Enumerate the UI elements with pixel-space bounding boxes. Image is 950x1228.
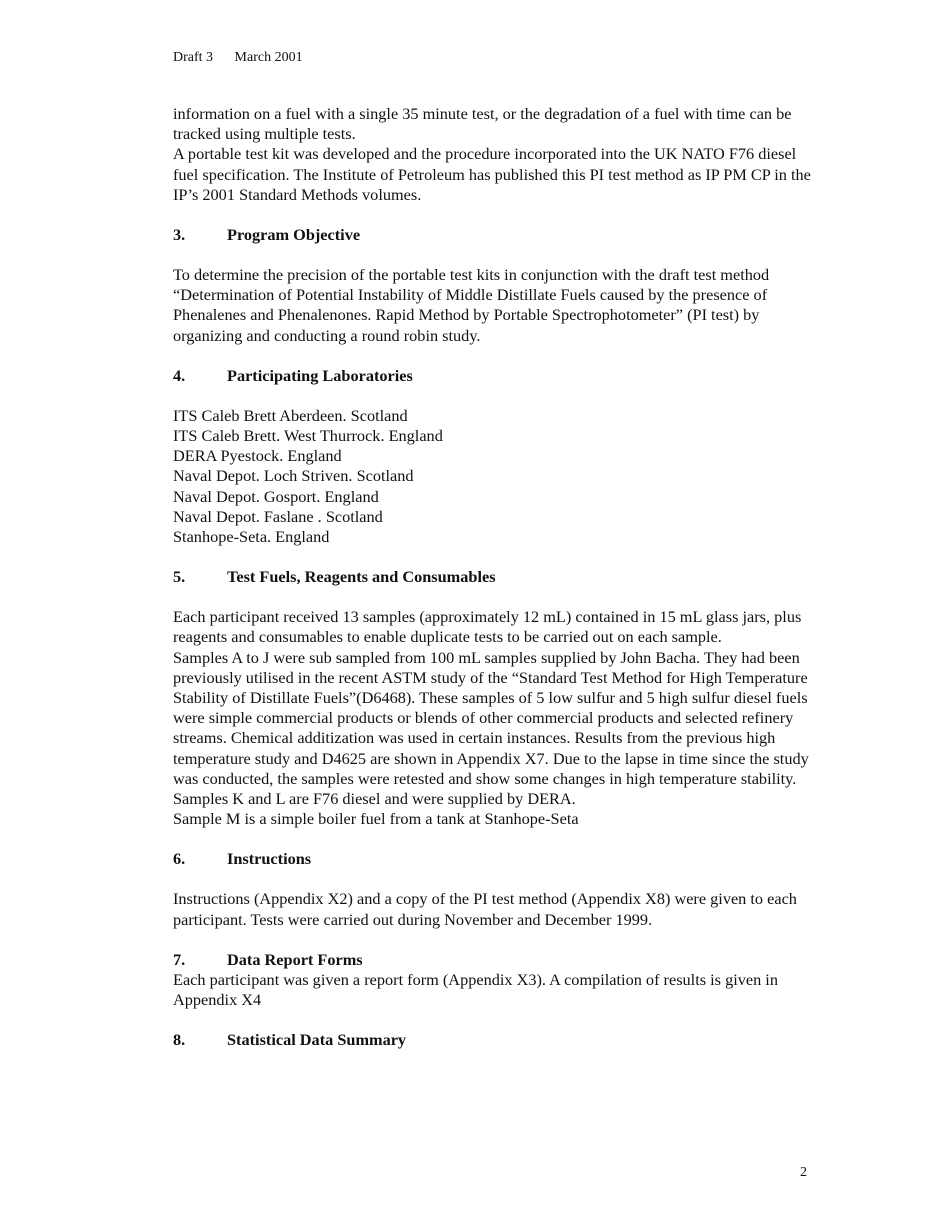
list-item: DERA Pyestock. England: [173, 446, 342, 466]
section-number: 7.: [173, 949, 186, 969]
section-heading-5: [173, 567, 813, 587]
laboratory-list: [173, 406, 813, 547]
section-title: Program Objective: [227, 225, 361, 245]
header-date: March 2001: [234, 50, 303, 65]
list-item: Naval Depot. Faslane . Scotland: [173, 506, 383, 526]
program-objective-text: To determine the precision of the portable test kits in conjunction with the draft test method “Determination of Potential Instability of Middle Distillate Fuels caused by the presence of Phenalenes and Phenalenones. Rapid Method by Portable Spectrophotometer” (PI test) by organizing and conducting a round robin study.: [173, 265, 770, 345]
list-item: Naval Depot. Loch Striven. Scotland: [173, 466, 414, 486]
test-fuels-paragraph-1: Each participant received 13 samples (approximately 12 mL) contained in 15 mL glass jars, plus reagents and consumables to enable duplicate tests to be carried out on each sample.: [173, 607, 802, 647]
intro-paragraph-2: A portable test kit was developed and the procedure incorporated into the UK NATO F76 diesel fuel specification. The Institute of Petroleum has published this PI test method as IP PM CP in the IP’s 2001 Standard Methods volumes.: [173, 144, 811, 204]
section-title: Participating Laboratories: [227, 365, 413, 385]
report-forms-text: Each participant was given a report form (Appendix X3). A compilation of results is given in Appendix X4: [173, 969, 778, 1010]
section-title: Statistical Data Summary: [227, 1030, 407, 1050]
draft-label: Draft 3: [173, 50, 214, 65]
instructions-text: Instructions (Appendix X2) and a copy of the PI test method (Appendix X8) were given to each participant. Tests were carried out during November and December 1999.: [173, 889, 797, 929]
section-title: Instructions: [227, 849, 312, 869]
section-number: 8.: [173, 1030, 186, 1050]
intro-paragraph-1: information on a fuel with a single 35 minute test, or the degradation of a fuel with time can be tracked using multiple tests.: [173, 104, 792, 144]
section-number: 4.: [173, 365, 186, 385]
test-fuels-paragraph-2: Samples A to J were sub sampled from 100 mL samples supplied by John Bacha. They had been previously utilised in the recent ASTM study of the “Standard Test Method for High Temperature Stability of Distillate Fuels”(D6468). These samples of 5 low sulfur and 5 high sulfur diesel fuels were simple commercial products or blends of other commercial products and selected refinery streams. Chemical additization was used in certain instances. Results from the previous high temperature study and D4625 are shown in Appendix X7. Due to the lapse in time since the study was conducted, the samples were retested and show some changes in high temperature stability.: [173, 647, 809, 788]
test-fuels-paragraph-4: Sample M is a simple boiler fuel from a tank at Stanhope-Seta: [173, 809, 579, 829]
section-heading-8: [173, 1030, 813, 1050]
list-item: ITS Caleb Brett. West Thurrock. England: [173, 426, 443, 446]
section-title: Test Fuels, Reagents and Consumables: [227, 567, 496, 587]
document-body: [173, 104, 813, 1070]
page-number: 2: [800, 1165, 807, 1180]
list-item: ITS Caleb Brett Aberdeen. Scotland: [173, 405, 408, 425]
section-number: 3.: [173, 225, 186, 245]
test-fuels-paragraph-3: Samples K and L are F76 diesel and were supplied by DERA.: [173, 789, 576, 809]
section-heading-7: [173, 950, 813, 970]
list-item: Naval Depot. Gosport. England: [173, 486, 379, 506]
section-number: 5.: [173, 567, 186, 587]
page-header: [173, 50, 321, 66]
list-item: Stanhope-Seta. England: [173, 527, 330, 547]
section-title: Data Report Forms: [227, 949, 363, 969]
section-heading-4: [173, 366, 813, 386]
section-number: 6.: [173, 849, 186, 869]
section-heading-6: [173, 849, 813, 869]
section-heading-3: [173, 225, 813, 245]
